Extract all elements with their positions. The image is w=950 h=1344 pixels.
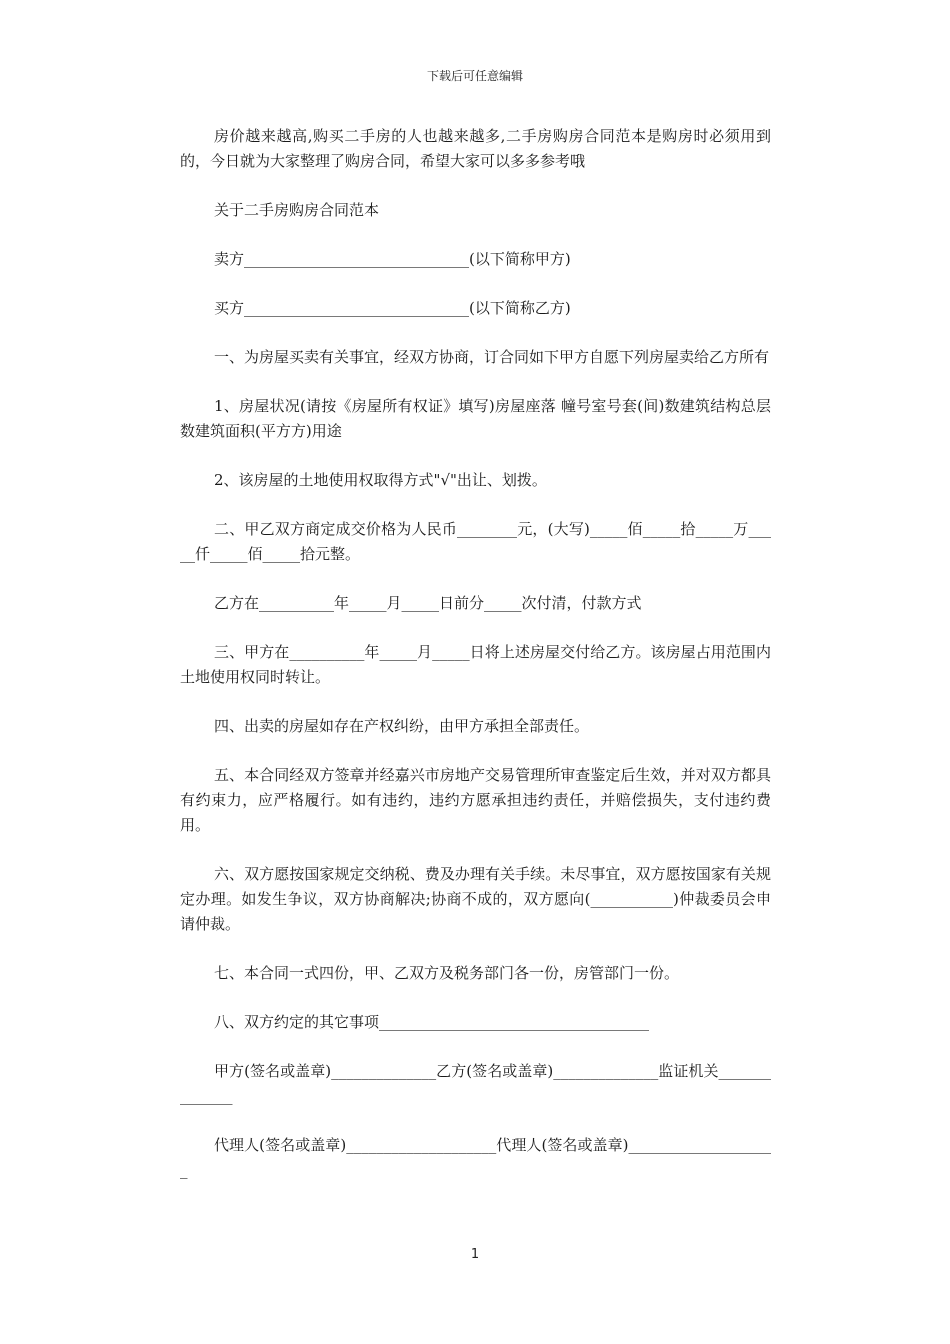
clause-1: 一、为房屋买卖有关事宜，经双方协商，订合同如下甲方自愿下列房屋卖给乙方所有 — [214, 348, 770, 366]
page-header: 下载后可任意编辑 — [426, 69, 523, 83]
clause-4: 四、出卖的房屋如存在产权纠纷，由甲方承担全部责任。 — [214, 717, 590, 735]
clause-8: 八、双方约定的其它事项____________________________________ — [214, 1013, 650, 1031]
clause-5: 五、本合同经双方签章并经嘉兴市房地产交易管理所审查鉴定后生效，并对双方都具有约束力，应严格履行。如有违约，违约方愿承担违约责任，并赔偿损失，支付违约费用。 — [180, 766, 771, 834]
clause-7: 七、本合同一式四份，甲、乙双方及税务部门各一份，房管部门一份。 — [214, 964, 680, 982]
clause-1-item-2: 2、该房屋的土地使用权取得方式"√"出让、划拨。 — [214, 471, 547, 489]
seller-line: 卖方______________________________(以下简称甲方) — [214, 250, 571, 268]
clause-1-item-1: 1、房屋状况(请按《房屋所有权证》填写)房屋座落 幢号室号套(间)数建筑结构总层数建筑面积(平方方)用途 — [180, 397, 771, 440]
payment-terms: 乙方在__________年_____月_____日前分_____次付清，付款方式 — [214, 594, 642, 612]
clause-2: 二、甲乙双方商定成交价格为人民币________元，(大写)_____佰_____拾_____万_____仟_____佰_____拾元整。 — [180, 520, 771, 563]
document-title: 关于二手房购房合同范本 — [214, 201, 380, 219]
page-number: 1 — [470, 1247, 480, 1262]
signature-line-agents: 代理人(签名或盖章)____________________代理人(签名或盖章)____________________ — [180, 1136, 771, 1179]
intro-paragraph: 房价越来越高,购买二手房的人也越来越多,二手房购房合同范本是购房时必须用到的，今日就为大家整理了购房合同，希望大家可以多多参考哦 — [180, 127, 771, 170]
signature-line-parties: 甲方(签名或盖章)______________乙方(签名或盖章)______________监证机关______________ — [180, 1062, 771, 1105]
document-body — [180, 124, 771, 1207]
buyer-line: 买方______________________________(以下简称乙方) — [214, 299, 571, 317]
clause-3: 三、甲方在__________年_____月_____日将上述房屋交付给乙方。该房屋占用范围内土地使用权同时转让。 — [180, 643, 771, 686]
clause-6: 六、双方愿按国家规定交纳税、费及办理有关手续。未尽事宜，双方愿按国家有关规定办理。如发生争议，双方协商解决;协商不成的，双方愿向(___________)仲裁委员会申请仲裁。 — [180, 865, 771, 933]
